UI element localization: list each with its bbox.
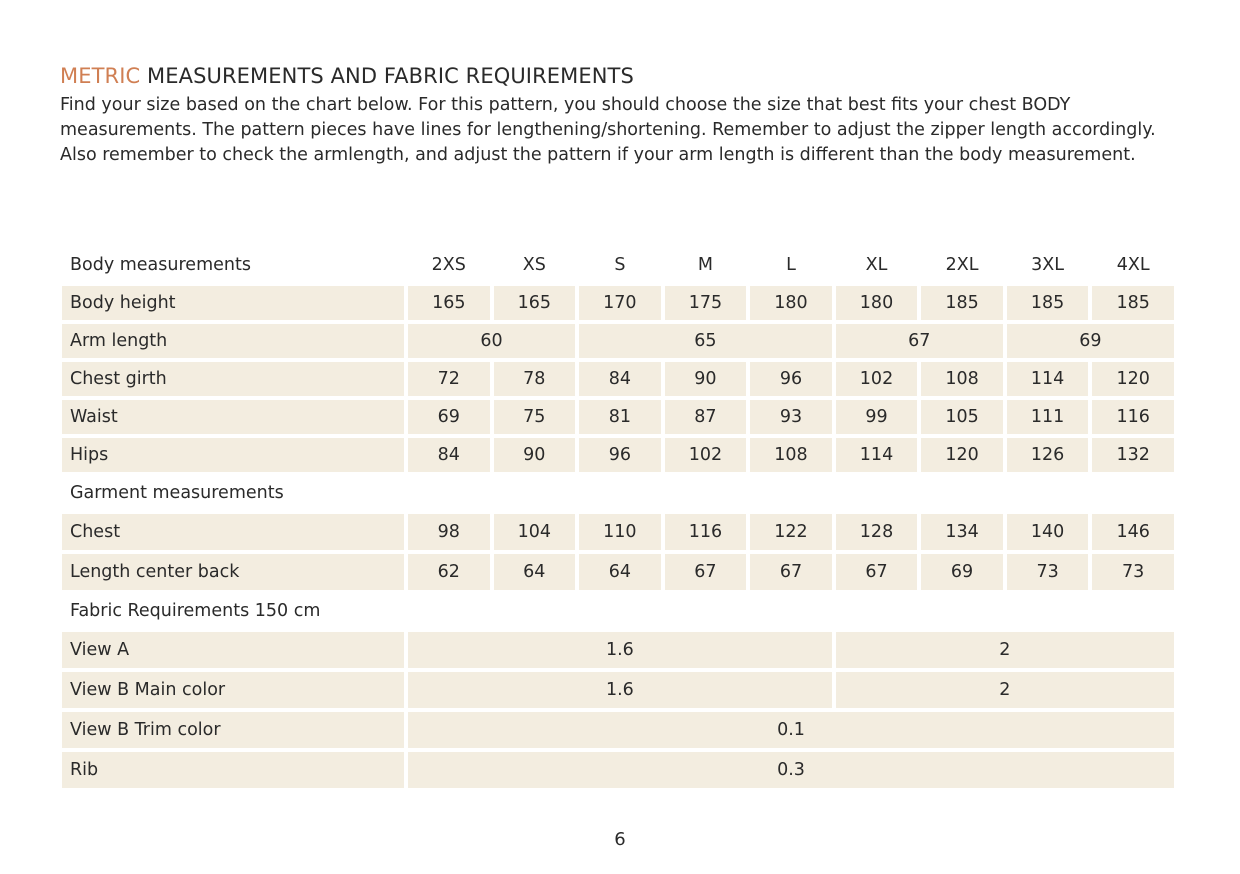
size-header-2xs: 2XS [431,255,466,275]
table-cell: 75 [494,400,576,434]
table-cell: 67 [836,554,918,590]
body-height-row [62,286,1174,320]
row-label: Length center back [62,554,404,590]
body-measurements-header: Body measurements [70,255,251,275]
table-cell: 114 [836,438,918,472]
table-cell: 67 [665,554,747,590]
table-cell: 126 [1007,438,1089,472]
table-cell: 84 [579,362,661,396]
size-header-xl: XL [865,255,888,275]
table-cell: 134 [921,514,1003,550]
table-cell: 111 [1007,400,1089,434]
table-cell: 102 [836,362,918,396]
table-cell: 102 [665,438,747,472]
table-cell: 146 [1092,514,1174,550]
table-cell: 73 [1092,554,1174,590]
fabric-section-row [62,594,1174,628]
arm-length-row [62,324,1174,358]
table-cell: 69 [1007,324,1174,358]
table-cell: 65 [579,324,832,358]
table-cell: 78 [494,362,576,396]
table-cell: 0.1 [408,712,1174,748]
row-label: Body height [62,286,404,320]
view-b-trim-row [62,712,1174,748]
garment-measurements-header: Garment measurements [70,483,284,503]
table-cell: 165 [494,286,576,320]
table-cell: 185 [1092,286,1174,320]
table-cell: 108 [921,362,1003,396]
table-cell: 96 [750,362,832,396]
row-label: Rib [62,752,404,788]
table-cell: 104 [494,514,576,550]
heading-accent: METRIC [60,64,141,88]
size-header-m: M [697,255,713,275]
table-cell: 140 [1007,514,1089,550]
row-label: View A [62,632,404,668]
row-label: View B Main color [62,672,404,708]
table-cell: 62 [408,554,490,590]
table-cell: 116 [1092,400,1174,434]
table-cell: 108 [750,438,832,472]
size-header-row [62,248,1174,282]
table-cell: 122 [750,514,832,550]
row-label: Hips [62,438,404,472]
table-cell: 99 [836,400,918,434]
table-cell: 105 [921,400,1003,434]
table-cell: 0.3 [408,752,1174,788]
row-label: Chest girth [62,362,404,396]
table-cell: 64 [579,554,661,590]
table-cell: 1.6 [408,632,832,668]
row-label: Waist [62,400,404,434]
table-cell: 72 [408,362,490,396]
length-center-back-row [62,554,1174,590]
size-chart-table [58,244,1178,792]
row-label: Arm length [62,324,404,358]
table-cell: 73 [1007,554,1089,590]
fabric-requirements-header: Fabric Requirements 150 cm [70,601,321,621]
table-cell: 69 [408,400,490,434]
size-header-4xl: 4XL [1116,255,1150,275]
table-cell: 180 [836,286,918,320]
page-number: 6 [614,829,626,850]
page-heading [60,64,634,88]
table-cell: 2 [836,672,1174,708]
size-header-s: S [614,255,626,275]
chest-row [62,514,1174,550]
table-cell: 170 [579,286,661,320]
table-cell: 67 [750,554,832,590]
table-cell: 116 [665,514,747,550]
view-a-row [62,632,1174,668]
table-cell: 96 [579,438,661,472]
table-cell: 128 [836,514,918,550]
table-cell: 120 [1092,362,1174,396]
intro-paragraph: Find your size based on the chart below. For this pattern, you should choose the size that best fits your chest BODY measurements. The pattern pieces have lines for lengthening/shortening. Remember to adjust the zipper length accordingly. Also remember to check the armlength, and adjust the pattern if your arm length is different than the body measurement. [60,95,1156,165]
hips-row [62,438,1174,472]
table-cell: 185 [1007,286,1089,320]
rib-row [62,752,1174,788]
table-cell: 2 [836,632,1174,668]
row-label: Chest [62,514,404,550]
table-cell: 90 [665,362,747,396]
table-cell: 64 [494,554,576,590]
table-cell: 1.6 [408,672,832,708]
row-label: View B Trim color [62,712,404,748]
table-cell: 87 [665,400,747,434]
heading-rest: MEASUREMENTS AND FABRIC REQUIREMENTS [140,64,634,88]
size-header-xs: XS [522,255,546,275]
size-header-2xl: 2XL [945,255,979,275]
view-b-main-row [62,672,1174,708]
table-cell: 90 [494,438,576,472]
table-cell: 165 [408,286,490,320]
table-cell: 98 [408,514,490,550]
table-cell: 93 [750,400,832,434]
table-cell: 60 [408,324,575,358]
garment-section-row [62,476,1174,510]
chest-girth-row [62,362,1174,396]
waist-row [62,400,1174,434]
table-cell: 81 [579,400,661,434]
size-header-3xl: 3XL [1031,255,1065,275]
table-cell: 120 [921,438,1003,472]
size-header-l: L [786,255,796,275]
table-cell: 84 [408,438,490,472]
table-cell: 185 [921,286,1003,320]
table-cell: 69 [921,554,1003,590]
table-cell: 175 [665,286,747,320]
table-cell: 114 [1007,362,1089,396]
table-cell: 132 [1092,438,1174,472]
table-cell: 67 [836,324,1003,358]
table-cell: 110 [579,514,661,550]
table-cell: 180 [750,286,832,320]
